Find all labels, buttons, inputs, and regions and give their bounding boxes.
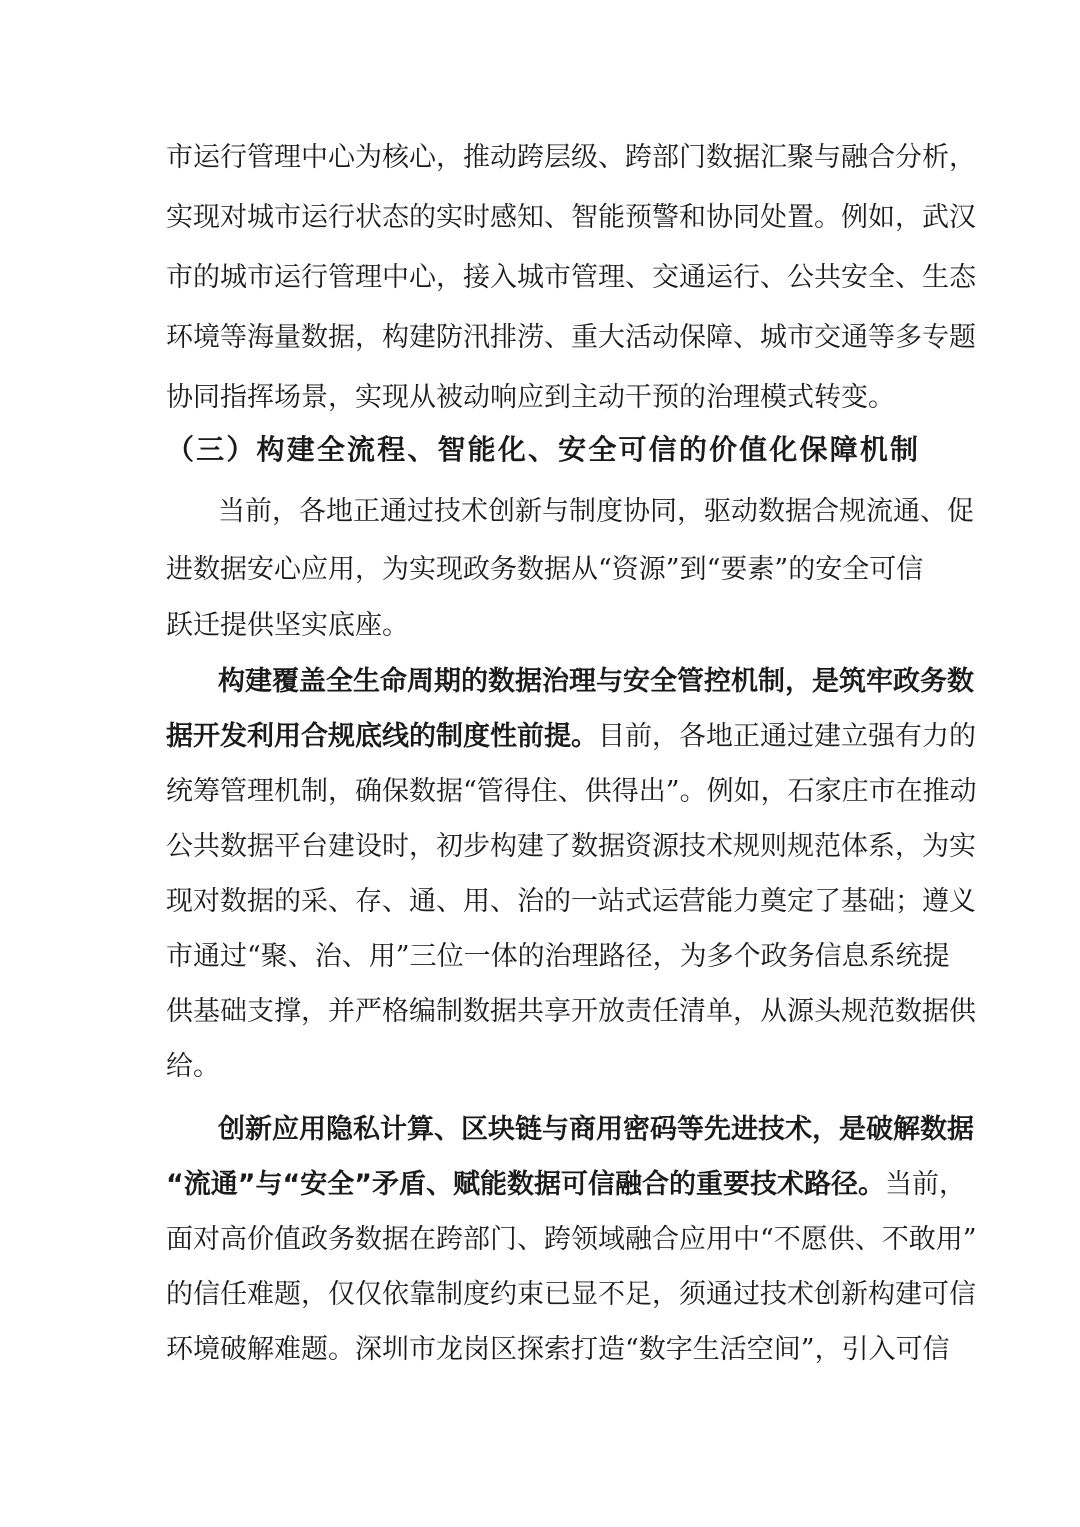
text-line: 公共数据平台建设时，初步构建了数据资源技术规则规范体系，为实 bbox=[166, 831, 976, 862]
bold-lead: 据开发利用合规底线的制度性前提。 bbox=[166, 721, 598, 752]
text-line: 供基础支撑，并严格编制数据共享开放责任清单，从源头规范数据供 bbox=[166, 996, 976, 1027]
text-line: 进数据安心应用，为实现政务数据从“资源”到“要素”的安全可信 bbox=[166, 554, 924, 585]
bold-lead: “流通”与“安全”矛盾、赋能数据可信融合的重要技术路径。 bbox=[166, 1169, 885, 1200]
text-line: 给。 bbox=[166, 1051, 220, 1082]
text-line: 当前，各地正通过技术创新与制度协同，驱动数据合规流通、促 bbox=[218, 496, 974, 527]
mixed-text-line bbox=[166, 717, 976, 757]
text-line: 市运行管理中心为核心，推动跨层级、跨部门数据汇聚与融合分析， bbox=[166, 142, 976, 173]
text-line: 的信任难题，仅仅依靠制度约束已显不足，须通过技术创新构建可信 bbox=[166, 1279, 976, 1310]
text-line: 市通过“聚、治、用”三位一体的治理路径，为多个政务信息系统提 bbox=[166, 941, 950, 972]
section-heading: （三）构建全流程、智能化、安全可信的价值化保障机制 bbox=[166, 433, 918, 466]
text-line: 环境等海量数据，构建防汛排涝、重大活动保障、城市交通等多专题 bbox=[166, 322, 976, 353]
text-span: 目前，各地正通过建立强有力的 bbox=[598, 721, 976, 752]
bold-text-line: 构建覆盖全生命周期的数据治理与安全管控机制，是筑牢政务数 bbox=[218, 666, 974, 697]
text-line: 现对数据的采、存、通、用、治的一站式运营能力奠定了基础；遵义 bbox=[166, 886, 976, 917]
bold-text-line: 创新应用隐私计算、区块链与商用密码等先进技术，是破解数据 bbox=[218, 1114, 974, 1145]
mixed-text-line bbox=[166, 1165, 966, 1205]
text-span: 当前， bbox=[884, 1169, 966, 1200]
text-line: 实现对城市运行状态的实时感知、智能预警和协同处置。例如，武汉 bbox=[166, 202, 976, 233]
text-line: 面对高价值政务数据在跨部门、跨领域融合应用中“不愿供、不敢用” bbox=[166, 1224, 977, 1255]
text-line: 统筹管理机制，确保数据“管得住、供得出”。例如，石家庄市在推动 bbox=[166, 776, 977, 807]
text-line: 环境破解难题。深圳市龙岗区探索打造“数字生活空间”，引入可信 bbox=[166, 1334, 950, 1365]
text-line: 市的城市运行管理中心，接入城市管理、交通运行、公共安全、生态 bbox=[166, 262, 976, 293]
text-line: 协同指挥场景，实现从被动响应到主动干预的治理模式转变。 bbox=[166, 382, 895, 413]
text-line: 跃迁提供坚实底座。 bbox=[166, 610, 409, 641]
